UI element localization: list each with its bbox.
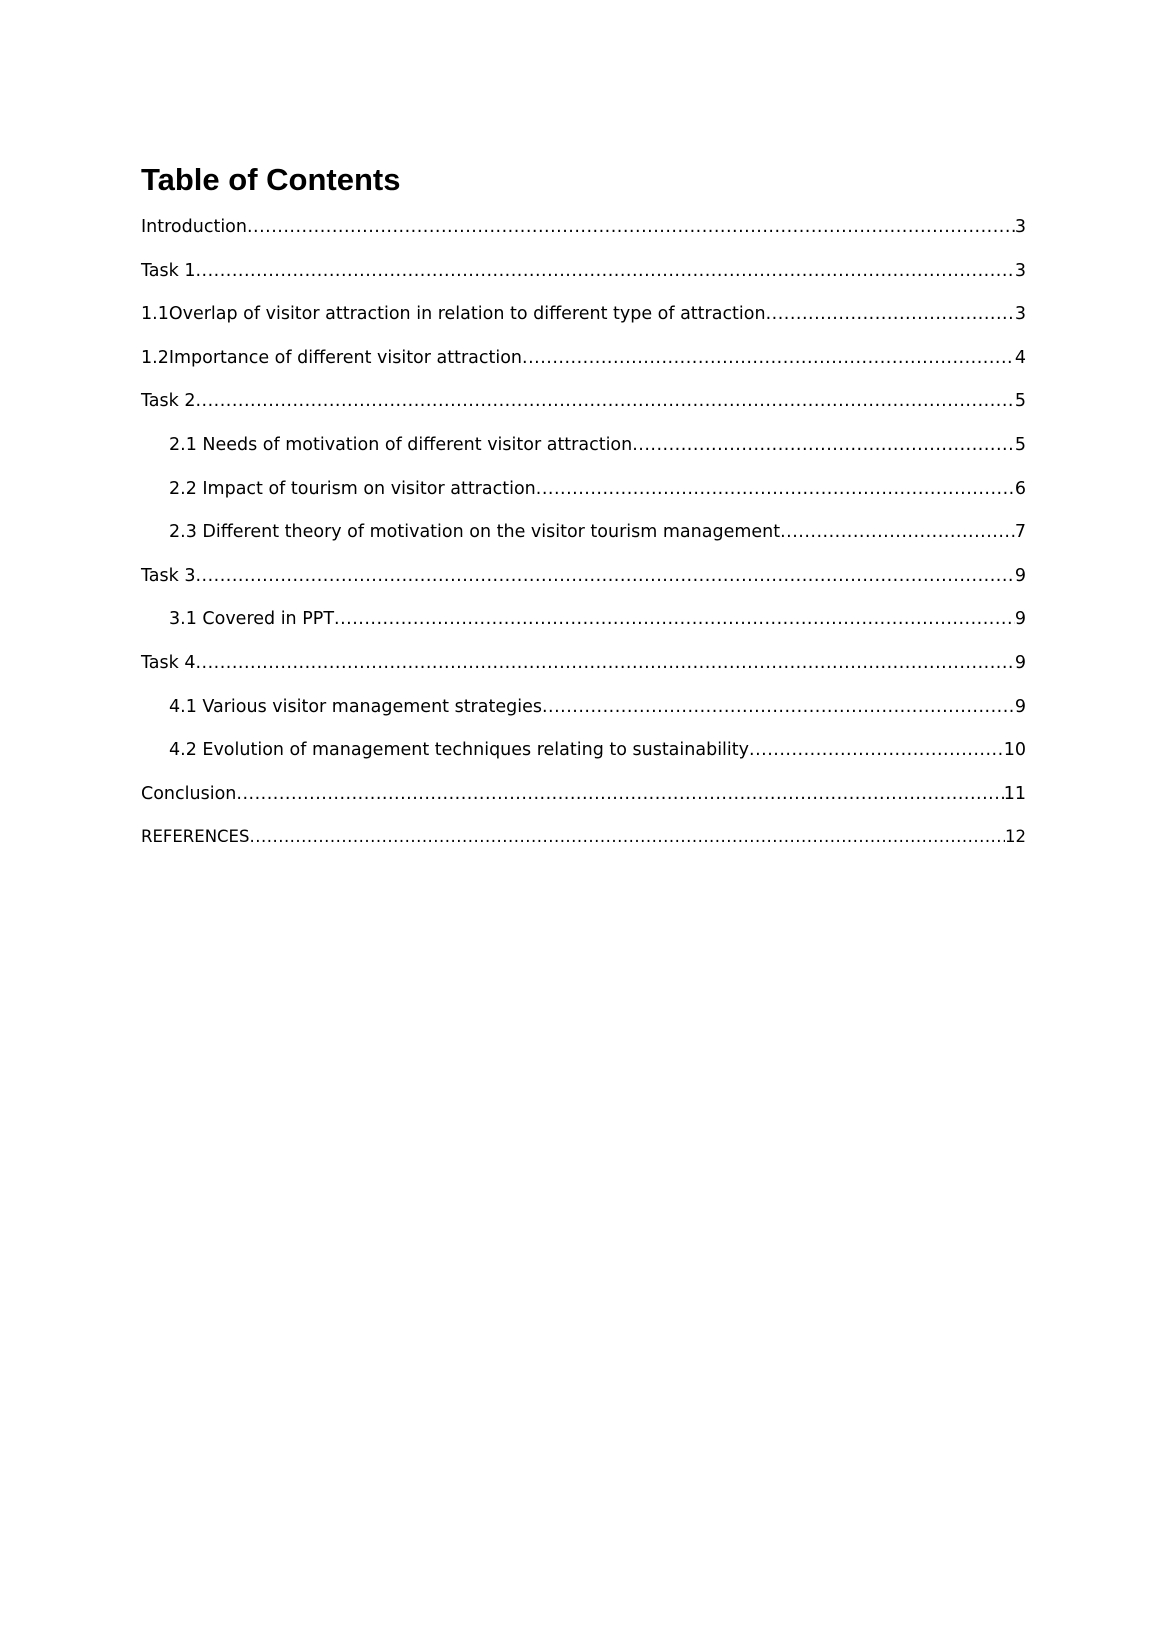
toc-leader-dots [536,474,1015,504]
toc-entry-task-2[interactable] [141,386,1026,430]
toc-entry-label: Task 4 [141,652,196,673]
toc-entry-page: 4 [1014,347,1026,368]
toc-entry-page: 3 [1014,260,1026,281]
toc-entry-1-1[interactable] [141,299,1026,343]
toc-leader-dots [749,735,1004,765]
toc-leader-dots [195,256,1014,286]
toc-leader-dots [195,561,1014,591]
toc-leader-dots [236,779,1003,809]
toc-entry-label: REFERENCES [141,827,250,847]
toc-entry-label: Introduction [141,217,247,237]
toc-leader-dots [542,692,1015,722]
toc-entry-conclusion[interactable] [141,779,1026,823]
toc-heading: Table of Contents [141,162,401,197]
toc-list [141,212,1026,866]
toc-entry-page: 9 [1014,609,1026,630]
toc-leader-dots [632,430,1015,460]
toc-entry-2-3[interactable] [141,517,1026,561]
toc-entry-page: 6 [1014,478,1026,499]
toc-entry-task-3[interactable] [141,561,1026,605]
toc-entry-2-2[interactable] [141,474,1026,518]
toc-entry-label: 2.2 Impact of tourism on visitor attraction [169,478,536,499]
toc-entry-page: 3 [1014,217,1026,237]
toc-leader-dots [195,648,1014,678]
toc-leader-dots [766,299,1015,329]
toc-entry-2-1[interactable] [141,430,1026,474]
toc-leader-dots [522,343,1015,373]
toc-entry-4-1[interactable] [141,692,1026,736]
toc-entry-introduction[interactable] [141,212,1026,256]
toc-leader-dots [195,386,1014,416]
toc-entry-label: Conclusion [141,783,237,804]
toc-entry-task-1[interactable] [141,256,1026,300]
toc-entry-label: Task 3 [141,565,196,586]
toc-entry-page: 5 [1014,391,1026,412]
toc-entry-label: 1.2Importance of different visitor attraction [141,347,523,368]
toc-entry-label: 4.2 Evolution of management techniques relating to sustainability [169,740,749,761]
toc-entry-page: 9 [1014,565,1026,586]
toc-entry-page: 10 [1003,740,1026,761]
toc-entry-page: 11 [1003,783,1026,804]
toc-entry-label: 1.1Overlap of visitor attraction in relation to different type of attraction [141,304,766,325]
toc-entry-4-2[interactable] [141,735,1026,779]
toc-entry-label: 4.1 Various visitor management strategies [169,696,542,717]
toc-leader-dots [247,212,1015,242]
toc-leader-dots [780,517,1015,547]
toc-entry-label: Task 2 [141,391,196,412]
toc-entry-label: 2.1 Needs of motivation of different visitor attraction [169,434,633,455]
toc-entry-label: 3.1 Covered in PPT [169,609,335,630]
toc-entry-1-2[interactable] [141,343,1026,387]
toc-entry-page: 5 [1014,434,1026,455]
toc-entry-references[interactable] [141,822,1026,866]
toc-entry-page: 3 [1014,304,1026,325]
toc-leader-dots [334,604,1015,634]
toc-entry-page: 7 [1014,522,1026,543]
toc-entry-page: 12 [1005,827,1026,847]
toc-entry-3-1[interactable] [141,604,1026,648]
toc-entry-page: 9 [1014,652,1026,673]
toc-entry-task-4[interactable] [141,648,1026,692]
toc-entry-label: 2.3 Different theory of motivation on the visitor tourism management [169,522,781,543]
toc-leader-dots [249,822,1005,852]
toc-entry-label: Task 1 [141,260,196,281]
toc-entry-page: 9 [1014,696,1026,717]
